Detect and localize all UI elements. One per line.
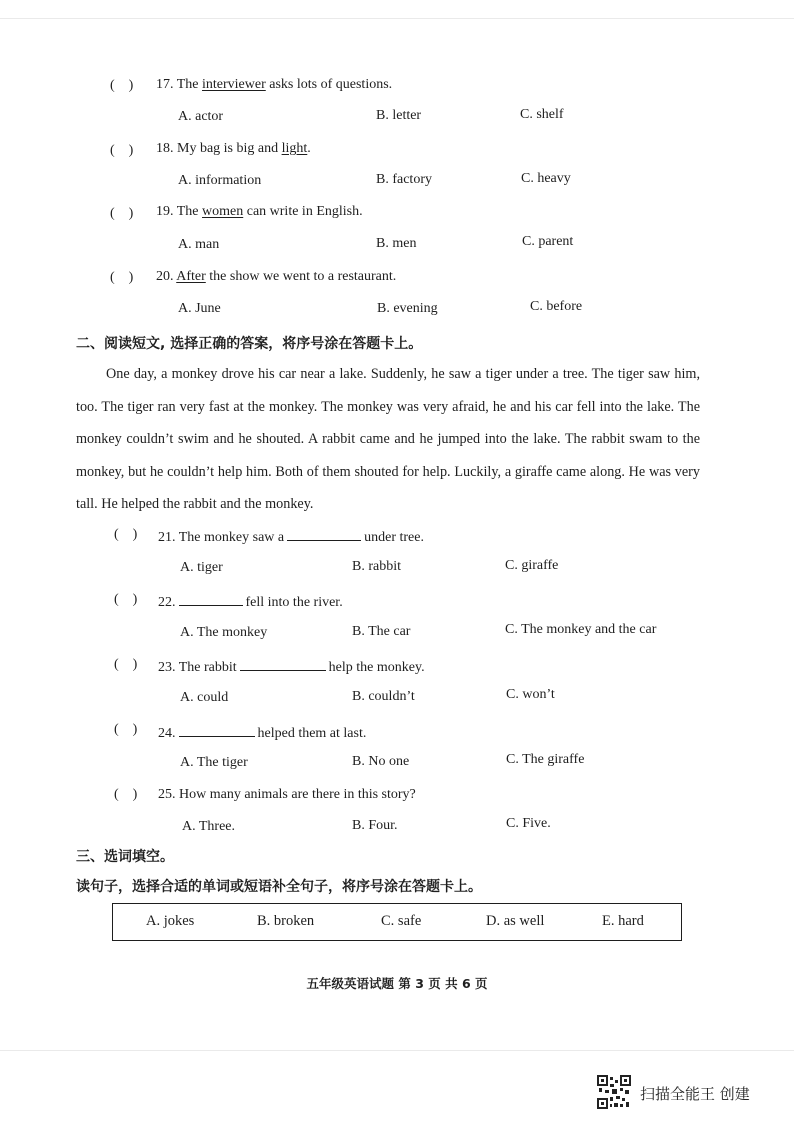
option-b: B. Four. <box>352 818 398 833</box>
option-c: C. shelf <box>520 107 564 122</box>
option-c: C. parent <box>522 234 574 249</box>
answer-paren[interactable]: ( ) <box>114 722 138 737</box>
word-option: A. jokes <box>146 913 195 929</box>
option-b: B. evening <box>377 301 438 316</box>
question-text: 18. My bag is big and light. <box>156 141 311 156</box>
option-a: A. actor <box>178 109 224 124</box>
section-3-instruction: 读句子，选择合适的单词或短语补全句子，将序号涂在答题卡上。 <box>76 879 482 895</box>
passage-text: One day, a monkey drove his car near a lake. Suddenly, he saw a tiger under a tree. The tiger saw him, too. The tiger ran very fast at the monkey. The monkey was very afraid, he and his car fell into the lake. The monkey couldn’t swim and he shouted. A rabbit came and he jumped into the lake. The rabbit swam to the monkey, but he couldn’t help him. Both of them shouted for help. Luckily, a giraffe came along. He was very tall. He helped the rabbit and the monkey. <box>76 366 700 512</box>
word-bank <box>112 903 682 941</box>
option-a: A. Three. <box>182 819 235 834</box>
question-text: 23. The rabbit help the monkey. <box>158 657 425 676</box>
answer-paren[interactable]: ( ) <box>110 78 134 93</box>
answer-paren[interactable]: ( ) <box>114 787 138 802</box>
answer-paren[interactable]: ( ) <box>110 206 134 221</box>
answer-paren[interactable]: ( ) <box>110 143 134 158</box>
option-a: A. The tiger <box>180 755 248 770</box>
scan-artifact <box>0 1050 794 1051</box>
option-c: C. Five. <box>506 816 551 831</box>
option-c: C. The monkey and the car <box>505 622 657 637</box>
option-b: B. couldn’t <box>352 689 415 704</box>
option-a: A. tiger <box>180 560 223 575</box>
word-option: E. hard <box>602 913 644 929</box>
option-a: A. could <box>180 690 229 705</box>
option-b: B. men <box>376 236 417 251</box>
option-c: C. heavy <box>521 171 571 186</box>
question-text: 22. fell into the river. <box>158 592 343 611</box>
option-a: A. June <box>178 301 221 316</box>
option-a: A. The monkey <box>180 625 268 640</box>
option-a: A. information <box>178 173 262 188</box>
option-c: C. before <box>530 299 583 314</box>
word-option: D. as well <box>486 913 545 929</box>
answer-blank <box>179 592 243 606</box>
word-option: C. safe <box>381 913 422 929</box>
answer-blank <box>240 657 326 671</box>
section-2-heading: 二、阅读短文, 选择正确的答案，将序号涂在答题卡上。 <box>76 336 423 352</box>
section-3-heading: 三、选词填空。 <box>76 849 174 865</box>
question-text: 24. helped them at last. <box>158 723 366 742</box>
answer-blank <box>179 723 255 737</box>
option-b: B. The car <box>352 624 411 639</box>
page-footer: 五年级英语试题 第 3 页 共 6 页 <box>306 976 488 991</box>
option-c: C. won’t <box>506 687 555 702</box>
option-b: B. factory <box>376 172 432 187</box>
answer-paren[interactable]: ( ) <box>114 592 138 607</box>
option-b: B. No one <box>352 754 410 769</box>
answer-blank <box>287 527 361 541</box>
scanner-watermark: 扫描全能王 创建 <box>640 1085 750 1103</box>
option-b: B. rabbit <box>352 559 401 574</box>
option-c: C. giraffe <box>505 558 559 573</box>
question-text: 25. How many animals are there in this story? <box>158 787 416 802</box>
question-text: 19. The women can write in English. <box>156 204 363 219</box>
question-text: 20. After the show we went to a restaurant. <box>156 269 397 284</box>
option-a: A. man <box>178 237 220 252</box>
answer-paren[interactable]: ( ) <box>114 657 138 672</box>
question-text: 17. The interviewer asks lots of questions. <box>156 77 393 92</box>
answer-paren[interactable]: ( ) <box>110 270 134 285</box>
qr-code-icon <box>597 1075 631 1109</box>
question-text: 21. The monkey saw a under tree. <box>158 527 424 546</box>
option-c: C. The giraffe <box>506 752 585 767</box>
scan-artifact <box>0 18 794 19</box>
option-b: B. letter <box>376 108 422 123</box>
answer-paren[interactable]: ( ) <box>114 527 138 542</box>
word-option: B. broken <box>257 913 315 929</box>
reading-passage <box>76 358 700 521</box>
